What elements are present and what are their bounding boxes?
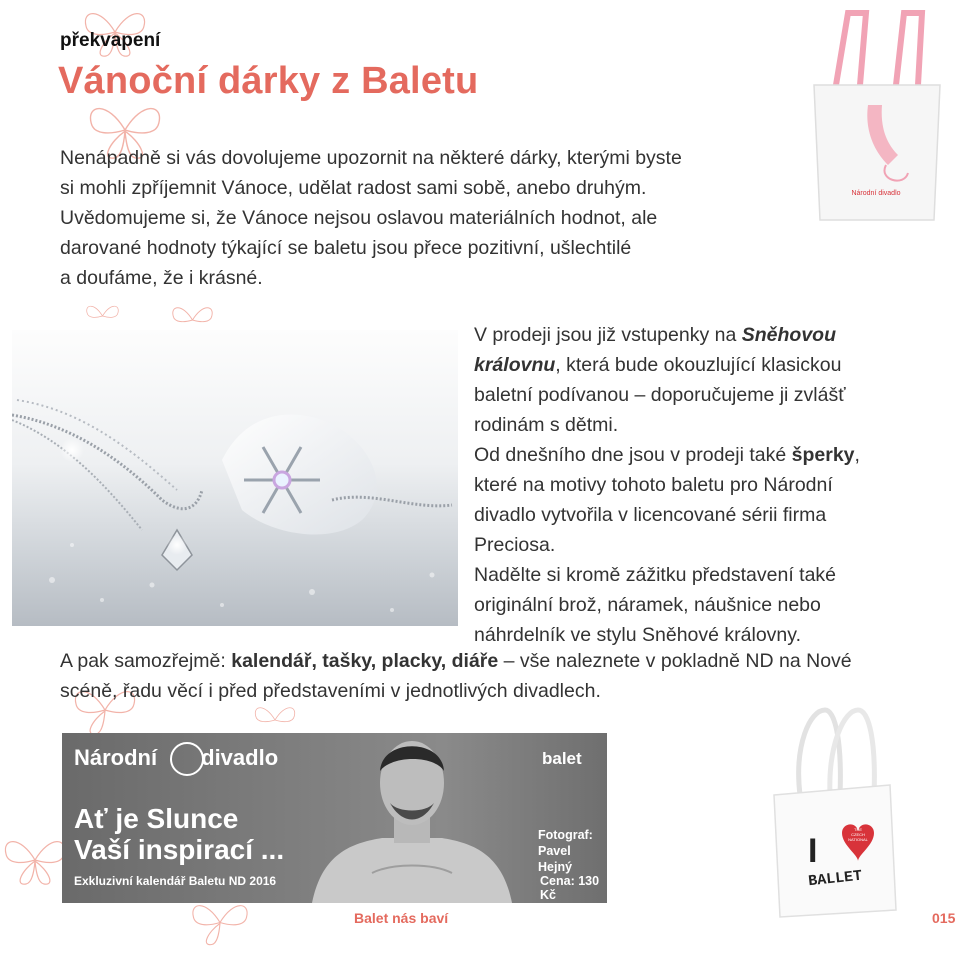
show-title-emphasis: královnu bbox=[474, 354, 556, 376]
i-love-ballet-tote-bag-image bbox=[770, 705, 900, 920]
column-line: divadlo vytvořila v licencované sérii firma bbox=[474, 504, 827, 526]
banner-exclusive-text: Exkluzivní kalendář Baletu ND 2016 bbox=[74, 874, 277, 888]
jewelry-photo bbox=[12, 330, 458, 626]
column-line: Preciosa. bbox=[474, 534, 556, 556]
section-kicker: překvapení bbox=[60, 30, 161, 51]
column-line: rodinám s dětmi. bbox=[474, 414, 619, 436]
column-line: baletní podívanou – doporučujeme ji zvlášť bbox=[474, 384, 846, 406]
bag-ballet-text: BALLET bbox=[807, 867, 863, 891]
column-line: Nadělte si kromě zážitku představení také bbox=[474, 564, 837, 586]
column-line: originální brož, náramek, náušnice nebo bbox=[474, 594, 821, 616]
theatre-seal-icon bbox=[170, 742, 204, 776]
heart-text: NATIONAL bbox=[848, 837, 868, 842]
closing-paragraph bbox=[60, 646, 950, 706]
show-title-emphasis: Sněhovou bbox=[741, 324, 836, 346]
butterfly-decoration-icon bbox=[0, 825, 70, 895]
intro-line: si mohli zpříjemnit Vánoce, udělat radost sami sobě, anebo druhým. bbox=[60, 177, 647, 199]
banner-headline: Ať je Slunce Vaší inspirací ... bbox=[74, 803, 285, 865]
merch-emphasis: kalendář, tašky, placky, diáře bbox=[231, 650, 499, 672]
intro-line: Nenápadně si vás dovolujeme upozornit na některé dárky, kterými byste bbox=[60, 147, 682, 169]
closing-line: scéně, řadu věcí i před představeními v jednotlivých divadlech. bbox=[60, 680, 601, 702]
pink-strap-tote-bag-image bbox=[808, 5, 948, 230]
column-line: královnu, která bude okouzlující klasickou bbox=[474, 354, 842, 376]
calendar-banner bbox=[62, 733, 607, 903]
banner-photo-credit: Fotograf: Pavel Hejný bbox=[538, 828, 593, 874]
banner-price: Cena: 130 Kč bbox=[540, 874, 600, 902]
column-line: V prodeji jsou již vstupenky na Sněhovou bbox=[474, 324, 836, 346]
heart-text: THE bbox=[854, 827, 862, 832]
column-line: které na motivy tohoto baletu pro Národní bbox=[474, 474, 833, 496]
intro-line: darované hodnoty týkající se baletu jsou přece pozitivní, ušlechtilé bbox=[60, 237, 632, 259]
butterfly-decoration-icon bbox=[185, 895, 255, 950]
bag-logo-text: Národní divadlo bbox=[851, 190, 901, 197]
jewelry-emphasis: šperky bbox=[791, 444, 855, 466]
closing-line: A pak samozřejmě: kalendář, tašky, placky, diáře – vše naleznete v pokladně ND na Nové bbox=[60, 650, 852, 672]
column-text bbox=[474, 320, 944, 650]
snowflake-jewelry-illustration bbox=[12, 330, 458, 626]
dancer-portrait-illustration bbox=[312, 733, 512, 903]
page-number: 015 bbox=[932, 910, 956, 926]
banner-theatre-logo: Národní divadlo bbox=[74, 745, 279, 770]
intro-paragraph bbox=[60, 143, 800, 293]
butterfly-decoration-icon bbox=[80, 300, 125, 332]
banner-label: balet bbox=[542, 749, 582, 768]
footer-title: Balet nás baví bbox=[354, 910, 449, 926]
bag-i-text: I bbox=[808, 832, 818, 870]
column-line: náhrdelník ve stylu Sněhové královny. bbox=[474, 624, 801, 646]
page-title: Vánoční dárky z Baletu bbox=[58, 60, 479, 102]
heart-text: CZECH bbox=[851, 832, 865, 837]
intro-line: Uvědomujeme si, že Vánoce nejsou oslavou materiálních hodnot, ale bbox=[60, 207, 658, 229]
column-line: Od dnešního dne jsou v prodeji také šperky, bbox=[474, 444, 860, 466]
intro-line: a doufáme, že i krásné. bbox=[60, 267, 263, 289]
